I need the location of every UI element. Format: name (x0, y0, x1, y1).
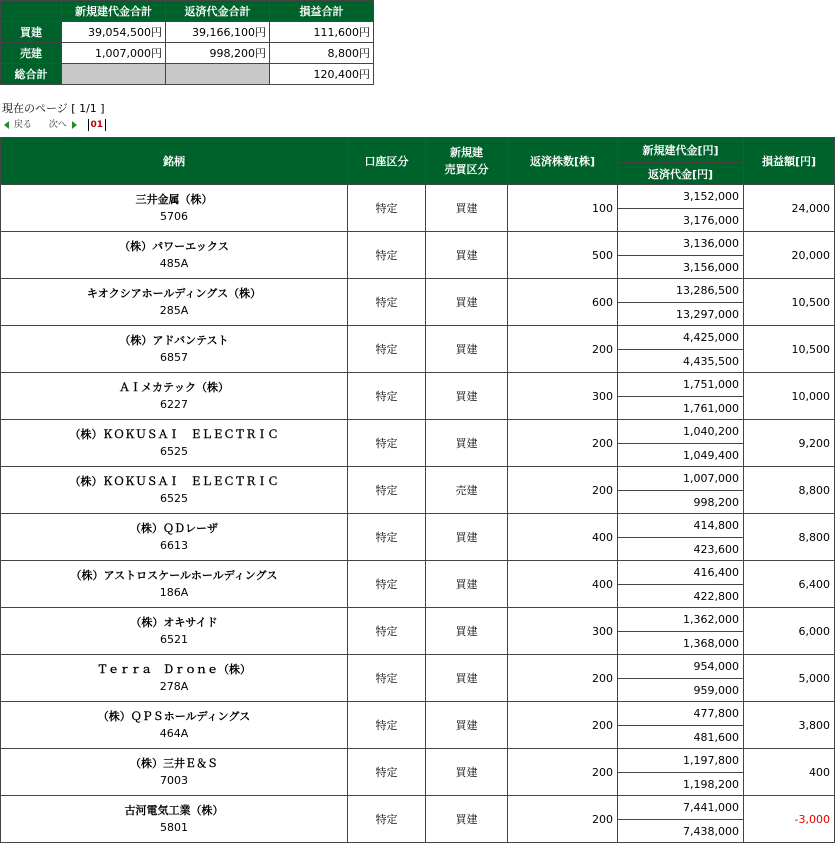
stock-name[interactable]: キオクシアホールディングス（株） (86, 287, 262, 300)
summary-row-buy (1, 22, 374, 43)
next-link[interactable]: 次へ (48, 120, 67, 130)
new-price: 414,800 (618, 514, 744, 538)
new-price: 477,800 (618, 702, 744, 726)
stock-cell (1, 514, 348, 561)
repay-price: 998,200 (618, 491, 744, 514)
profit-loss: 20,000 (744, 232, 835, 279)
new-price: 1,751,000 (618, 373, 744, 397)
repay-qty: 300 (508, 373, 618, 420)
stock-cell (1, 232, 348, 279)
profit-loss: -3,000 (744, 796, 835, 843)
repay-price: 1,761,000 (618, 397, 744, 420)
position-row (1, 561, 835, 585)
header-name: 銘柄 (1, 138, 348, 185)
profit-loss: 24,000 (744, 185, 835, 232)
stock-code: 6521 (160, 633, 188, 646)
profit-loss: 8,800 (744, 514, 835, 561)
new-price: 1,007,000 (618, 467, 744, 491)
new-price: 7,441,000 (618, 796, 744, 820)
position-row (1, 749, 835, 773)
profit-loss: 5,000 (744, 655, 835, 702)
stock-cell (1, 796, 348, 843)
summary-corner (1, 1, 62, 22)
trade-type: 買建 (426, 185, 508, 232)
trade-type: 買建 (426, 514, 508, 561)
position-row (1, 702, 835, 726)
stock-name[interactable]: （株）ＫＯＫＵＳＡＩ ＥＬＥＣＴＲＩＣ (69, 475, 279, 488)
stock-cell (1, 749, 348, 796)
trade-type: 買建 (426, 655, 508, 702)
repay-qty: 100 (508, 185, 618, 232)
position-row (1, 232, 835, 256)
stock-name[interactable]: （株）ＱＤレーザ (130, 522, 218, 535)
stock-name[interactable]: （株）三井Ｅ＆Ｓ (130, 757, 218, 770)
header-trade-type-line2: 売買区分 (444, 163, 489, 176)
stock-code: 6857 (160, 351, 188, 364)
account-type: 特定 (348, 232, 426, 279)
repay-price: 4,435,500 (618, 350, 744, 373)
stock-name[interactable]: ＡＩメカテック（株） (119, 381, 229, 394)
new-price: 1,040,200 (618, 420, 744, 444)
stock-code: 278A (159, 680, 189, 693)
header-new-price: 新規建代金[円] (618, 138, 744, 163)
repay-price: 7,438,000 (618, 820, 744, 843)
profit-loss: 6,400 (744, 561, 835, 608)
trade-type: 買建 (426, 232, 508, 279)
stock-name[interactable]: （株）パワーエックス (119, 240, 229, 253)
header-trade-type-line1: 新規建 (450, 146, 483, 159)
summary-repay-total: 39,166,100円 (166, 22, 270, 43)
repay-qty: 200 (508, 326, 618, 373)
repay-qty: 200 (508, 467, 618, 514)
stock-code: 186A (159, 586, 189, 599)
trade-type: 買建 (426, 420, 508, 467)
trade-type: 買建 (426, 326, 508, 373)
stock-name[interactable]: （株）ＫＯＫＵＳＡＩ ＥＬＥＣＴＲＩＣ (69, 428, 279, 441)
position-row (1, 185, 835, 209)
summary-pl-total: 8,800円 (270, 43, 374, 64)
header-account: 口座区分 (348, 138, 426, 185)
position-row (1, 655, 835, 679)
new-price: 13,286,500 (618, 279, 744, 303)
stock-code: 5801 (160, 821, 188, 834)
summary-row-sell (1, 43, 374, 64)
stock-code: 7003 (160, 774, 188, 787)
stock-name[interactable]: （株）オキサイド (130, 616, 218, 629)
profit-loss: 9,200 (744, 420, 835, 467)
stock-name[interactable]: （株）アストロスケールホールディングス (70, 569, 278, 582)
account-type: 特定 (348, 608, 426, 655)
page-navigation (4, 117, 106, 133)
account-type: 特定 (348, 467, 426, 514)
repay-price: 1,198,200 (618, 773, 744, 796)
stock-cell (1, 702, 348, 749)
position-row (1, 279, 835, 303)
repay-qty: 200 (508, 655, 618, 702)
summary-row-grand-total (1, 64, 374, 85)
repay-price: 3,156,000 (618, 256, 744, 279)
summary-new-total: 39,054,500円 (62, 22, 166, 43)
account-type: 特定 (348, 702, 426, 749)
account-type: 特定 (348, 185, 426, 232)
stock-code: 6227 (160, 398, 188, 411)
stock-cell (1, 608, 348, 655)
stock-code: 6613 (160, 539, 188, 552)
stock-cell (1, 279, 348, 326)
repay-qty: 400 (508, 561, 618, 608)
position-row (1, 373, 835, 397)
trade-type: 売建 (426, 467, 508, 514)
trade-type: 買建 (426, 373, 508, 420)
position-row (1, 608, 835, 632)
stock-cell (1, 420, 348, 467)
account-type: 特定 (348, 514, 426, 561)
new-price: 4,425,000 (618, 326, 744, 350)
new-price: 1,362,000 (618, 608, 744, 632)
repay-price: 422,800 (618, 585, 744, 608)
summary-row-label: 買建 (1, 22, 62, 43)
account-type: 特定 (348, 561, 426, 608)
stock-name[interactable]: （株）ＱＰＳホールディングス (97, 710, 251, 723)
summary-empty-cell (62, 64, 166, 85)
trade-type: 買建 (426, 279, 508, 326)
new-price: 3,152,000 (618, 185, 744, 209)
header-trade-type (426, 138, 508, 185)
position-row (1, 514, 835, 538)
stock-name[interactable]: 古河電気工業（株） (124, 804, 224, 817)
triangle-left-icon (4, 121, 9, 129)
positions-table (0, 137, 835, 843)
position-row (1, 796, 835, 820)
header-pl: 損益額[円] (744, 138, 835, 185)
repay-qty: 600 (508, 279, 618, 326)
stock-name[interactable]: Ｔｅｒｒａ Ｄｒｏｎｅ（株） (97, 663, 251, 676)
account-type: 特定 (348, 655, 426, 702)
stock-cell (1, 326, 348, 373)
summary-row-label: 売建 (1, 43, 62, 64)
summary-header-repay: 返済代金合計 (166, 1, 270, 22)
account-type: 特定 (348, 420, 426, 467)
profit-loss: 3,800 (744, 702, 835, 749)
account-type: 特定 (348, 373, 426, 420)
summary-header-new: 新規建代金合計 (62, 1, 166, 22)
stock-code: 285A (159, 304, 189, 317)
repay-price: 423,600 (618, 538, 744, 561)
repay-price: 3,176,000 (618, 209, 744, 232)
trade-type: 買建 (426, 608, 508, 655)
summary-header-pl: 損益合計 (270, 1, 374, 22)
stock-cell (1, 185, 348, 232)
repay-price: 959,000 (618, 679, 744, 702)
trade-type: 買建 (426, 796, 508, 843)
new-price: 3,136,000 (618, 232, 744, 256)
stock-code: 6525 (160, 445, 188, 458)
position-row (1, 326, 835, 350)
stock-code: 485A (159, 257, 189, 270)
new-price: 416,400 (618, 561, 744, 585)
repay-price: 13,297,000 (618, 303, 744, 326)
stock-name[interactable]: （株）アドバンテスト (119, 334, 229, 347)
trade-type: 買建 (426, 702, 508, 749)
position-row (1, 420, 835, 444)
profit-loss: 6,000 (744, 608, 835, 655)
summary-table (0, 0, 374, 85)
new-price: 954,000 (618, 655, 744, 679)
profit-loss: 10,500 (744, 326, 835, 373)
trade-type: 買建 (426, 561, 508, 608)
summary-empty-cell (166, 64, 270, 85)
summary-new-total: 1,007,000円 (62, 43, 166, 64)
position-row (1, 467, 835, 491)
stock-cell (1, 467, 348, 514)
page-info: 現在のページ [ 1/1 ] (2, 102, 105, 115)
stock-cell (1, 655, 348, 702)
repay-price: 481,600 (618, 726, 744, 749)
stock-code: 5706 (160, 210, 188, 223)
stock-cell (1, 561, 348, 608)
new-price: 1,197,800 (618, 749, 744, 773)
repay-qty: 200 (508, 749, 618, 796)
summary-grand-total-pl: 120,400円 (270, 64, 374, 85)
stock-name[interactable]: 三井金属（株） (135, 193, 213, 206)
summary-pl-total: 111,600円 (270, 22, 374, 43)
repay-qty: 300 (508, 608, 618, 655)
repay-qty: 400 (508, 514, 618, 561)
stock-code: 6525 (160, 492, 188, 505)
profit-loss: 8,800 (744, 467, 835, 514)
profit-loss: 400 (744, 749, 835, 796)
repay-qty: 200 (508, 702, 618, 749)
trade-type: 買建 (426, 749, 508, 796)
repay-price: 1,368,000 (618, 632, 744, 655)
repay-qty: 200 (508, 420, 618, 467)
account-type: 特定 (348, 749, 426, 796)
summary-repay-total: 998,200円 (166, 43, 270, 64)
account-type: 特定 (348, 279, 426, 326)
header-qty: 返済株数[株] (508, 138, 618, 185)
repay-qty: 200 (508, 796, 618, 843)
account-type: 特定 (348, 796, 426, 843)
profit-loss: 10,000 (744, 373, 835, 420)
profit-loss: 10,500 (744, 279, 835, 326)
triangle-right-icon (72, 121, 77, 129)
account-type: 特定 (348, 326, 426, 373)
page-link-01[interactable]: 01 (88, 119, 107, 131)
stock-code: 464A (159, 727, 189, 740)
repay-price: 1,049,400 (618, 444, 744, 467)
stock-cell (1, 373, 348, 420)
repay-qty: 500 (508, 232, 618, 279)
back-link[interactable]: 戻る (13, 120, 32, 130)
header-repay-price: 返済代金[円] (618, 163, 744, 185)
summary-row-label: 総合計 (1, 64, 62, 85)
